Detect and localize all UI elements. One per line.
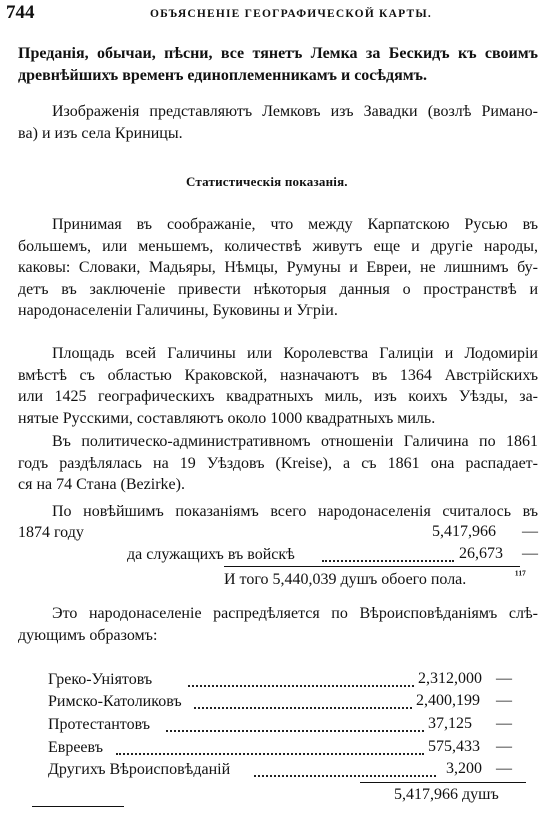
confession-value: 575,433	[428, 738, 480, 755]
dash: —	[522, 523, 538, 540]
text-line: большемъ, или меньшемъ, количествѣ живутъ еще и другіе народы,	[18, 237, 538, 255]
population-sum-line: И того 5,440,039 душъ обоего пола.	[224, 571, 467, 588]
leader-dots	[188, 685, 414, 687]
sum-rule	[224, 566, 520, 567]
leader-dots	[116, 753, 424, 755]
confession-label: Евреевъ	[48, 739, 103, 756]
dash: —	[496, 760, 512, 777]
leader-dots	[194, 707, 412, 709]
confession-value: 2,312,000	[418, 670, 482, 687]
text-line: Въ политическо-административномъ отношеніи Галичина по 1861	[52, 433, 538, 450]
text-line: нятые Русскими, составляютъ около 1000 квадратныхъ миль.	[18, 409, 436, 427]
paragraph-confessions	[18, 603, 538, 646]
leader-dots	[254, 775, 436, 777]
dash: —	[496, 738, 512, 755]
page-number: 744	[6, 2, 35, 23]
confession-label: Другихъ Вѣроисповѣданій	[48, 761, 231, 778]
signature-mark: ¹¹⁷	[515, 568, 526, 582]
text-line: вa) и изъ села Криницы.	[18, 124, 183, 142]
dash: —	[496, 715, 512, 732]
footnote-rule	[32, 806, 124, 807]
text-line: каковы: Словаки, Мадьяры, Нѣмцы, Румуны и Евреи, не лишнимъ бу-	[18, 259, 538, 276]
paragraph-area	[18, 343, 538, 429]
text-line: народонаселеніи Галичины, Буковины и Угріи.	[18, 302, 338, 319]
text-line: Это народонаселеніе распредѣляется по Вѣроисповѣданіямъ слѣ-	[52, 605, 538, 622]
text-line: Преданія, обычаи, пѣсни, все тянетъ Лемка за Бескидъ къ своимъ	[18, 45, 538, 62]
paragraph-traditions	[18, 43, 538, 86]
text-line: древнѣйшихъ временъ единоплеменникамъ и сосѣдямъ.	[18, 66, 427, 84]
military-label: да служащихъ въ войскѣ	[127, 546, 295, 563]
paragraph-population	[18, 501, 538, 523]
confession-value: 37,125	[428, 715, 472, 732]
paragraph-administration	[18, 431, 538, 496]
text-line: дующимъ образомъ:	[18, 626, 158, 644]
running-title: ОБЪЯСНЕНІЕ ГЕОГРАФИЧЕСКОЙ КАРТЫ.	[150, 8, 432, 20]
leader-dots	[322, 560, 454, 562]
military-value: 26,673	[459, 545, 503, 562]
text-line: По новѣйшимъ показаніямъ всего народонаселенія считалось въ	[52, 503, 538, 520]
text-line: ся на 74 Стана (Bezirke).	[18, 476, 185, 493]
confession-label: Протестантовъ	[48, 716, 150, 733]
confession-label: Греко-Уніятовъ	[48, 671, 153, 688]
text-line: вмѣстѣ съ областью Краковской, назначаютъ въ 1364 Австрійскихъ	[18, 366, 538, 384]
paragraph-peoples	[18, 214, 538, 322]
confession-label: Римско-Католиковъ	[48, 693, 182, 710]
confession-value: 3,200	[446, 760, 482, 777]
section-title: Статистическія показанія.	[186, 174, 348, 189]
text-line: Принимая въ соображаніе, что между Карпатскою Русью въ	[52, 216, 538, 233]
total-rule	[360, 782, 526, 783]
text-line: годъ раздѣлялась на 19 Уѣздовъ (Kreise), а съ 1861 она распадает-	[18, 454, 538, 472]
confession-value: 2,400,199	[416, 692, 480, 709]
confessions-total: 5,417,966 душъ	[394, 786, 499, 803]
text-line: детъ въ заключеніе привести нѣкоторыя данныя о пространствѣ и	[18, 280, 538, 298]
paragraph-images	[18, 101, 538, 144]
population-total-value: 5,417,966	[432, 523, 496, 540]
dash: —	[496, 670, 512, 687]
text-line: или 1425 географическихъ квадратныхъ миль, изъ коихъ Уѣзды, за-	[18, 388, 538, 405]
text-line: Изображенія представляютъ Лемковъ изъ Завадки (возлѣ Римано-	[52, 103, 538, 120]
dash: —	[496, 692, 512, 709]
population-year-label: 1874 году	[18, 524, 84, 541]
dash: —	[522, 545, 538, 562]
leader-dots	[166, 730, 424, 732]
text-line: Площадь всей Галичины или Королевства Галиціи и Лодомиріи	[52, 345, 538, 362]
